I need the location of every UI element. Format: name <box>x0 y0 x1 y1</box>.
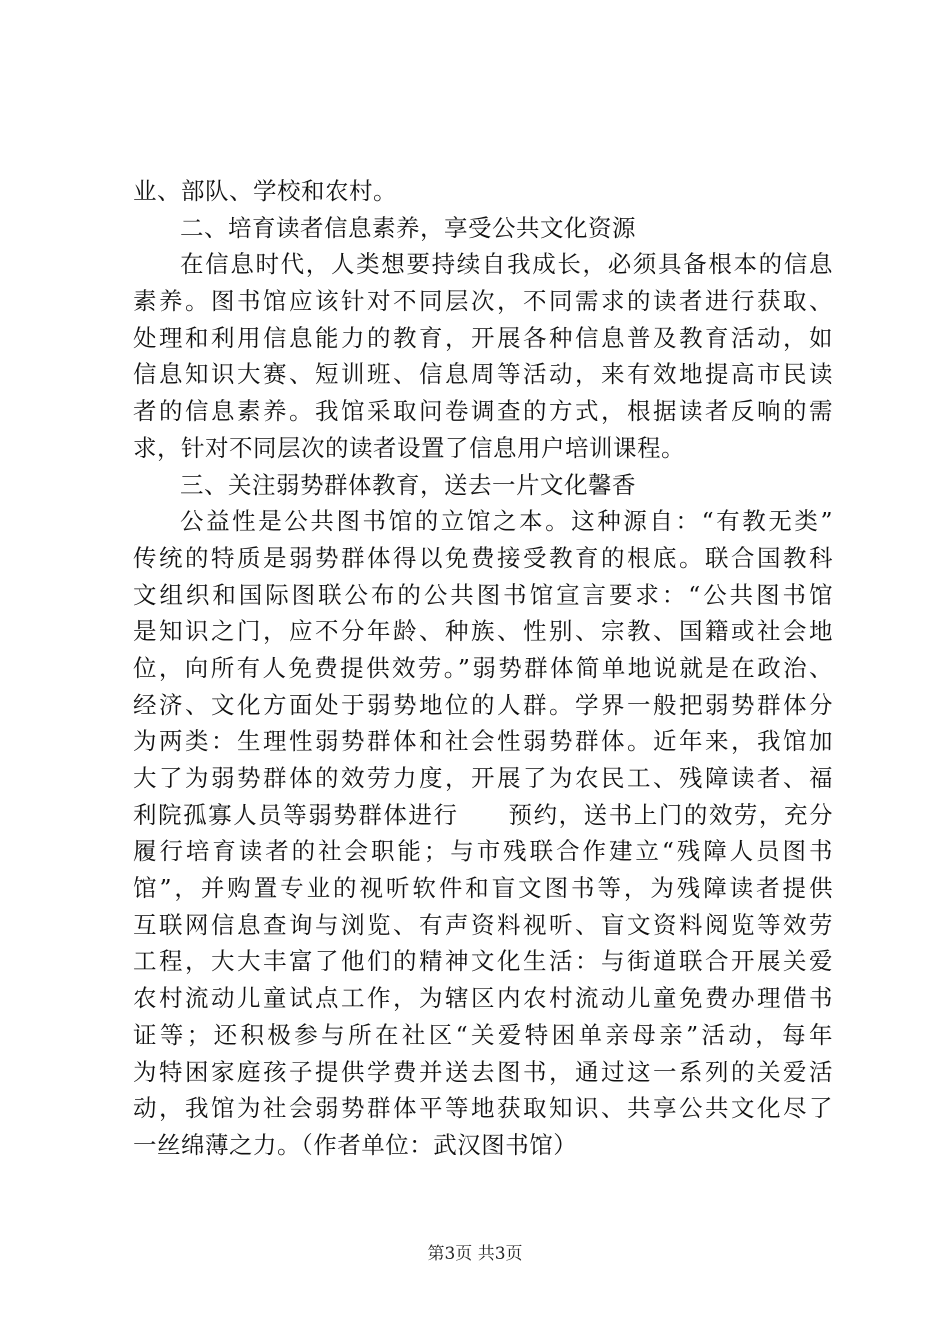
text-line: 文组织和国际图联公布的公共图书馆宣言要求：“公共图书馆 <box>133 580 833 609</box>
text-line: 位，向所有人免费提供效劳。”弱势群体简单地说就是在政治、 <box>133 653 833 682</box>
page-footer: 第3页 共3页 <box>427 1244 523 1264</box>
text-line: 互联网信息查询与浏览、有声资料视听、盲文资料阅览等效劳 <box>133 910 833 939</box>
text-line: 工程，大大丰富了他们的精神文化生活：与街道联合开展关爱 <box>133 947 833 976</box>
text-line: 求，针对不同层次的读者设置了信息用户培训课程。 <box>133 433 685 462</box>
text-line: 证等；还积极参与所在社区“关爱特困单亲母亲”活动，每年 <box>133 1020 833 1049</box>
text-line: 三、关注弱势群体教育，送去一片文化馨香 <box>180 470 636 499</box>
text-line: 一丝绵薄之力。（作者单位：武汉图书馆） <box>133 1130 578 1159</box>
text-line: 农村流动儿童试点工作，为辖区内农村流动儿童免费办理借书 <box>133 984 833 1013</box>
text-line: 馆”，并购置专业的视听软件和盲文图书等，为残障读者提供 <box>133 874 833 903</box>
text-line: 传统的特质是弱势群体得以免费接受教育的根底。联合国教科 <box>133 543 833 572</box>
text-line: 者的信息素养。我馆采取问卷调查的方式，根据读者反响的需 <box>133 397 833 426</box>
body-text <box>133 173 833 1164</box>
text-line: 信息知识大赛、短训班、信息周等活动，来有效地提高市民读 <box>133 360 833 389</box>
text-line: 经济、文化方面处于弱势地位的人群。学界一般把弱势群体分 <box>133 690 833 719</box>
text-line: 二、培育读者信息素养，享受公共文化资源 <box>180 213 636 242</box>
text-line: 业、部队、学校和农村。 <box>133 177 397 205</box>
text-line: 利院孤寡人员等弱势群体进行 预约，送书上门的效劳，充分 <box>133 800 833 829</box>
text-line: 为特困家庭孩子提供学费并送去图书，通过这一系列的关爱活 <box>133 1057 833 1086</box>
text-line: 公益性是公共图书馆的立馆之本。这种源自：“有教无类” <box>180 507 833 536</box>
text-line: 为两类：生理性弱势群体和社会性弱势群体。近年来，我馆加 <box>133 727 833 756</box>
text-line: 处理和利用信息能力的教育，开展各种信息普及教育活动，如 <box>133 323 833 352</box>
text-line: 在信息时代，人类想要持续自我成长，必须具备根本的信息 <box>180 250 833 279</box>
text-line: 履行培育读者的社会职能；与市残联合作建立“残障人员图书 <box>133 837 833 866</box>
text-line: 是知识之门，应不分年龄、种族、性别、宗教、国籍或社会地 <box>133 617 833 646</box>
text-line: 动，我馆为社会弱势群体平等地获取知识、共享公共文化尽了 <box>133 1094 833 1123</box>
text-line: 大了为弱势群体的效劳力度，开展了为农民工、残障读者、福 <box>133 764 833 792</box>
text-line: 素养。图书馆应该针对不同层次，不同需求的读者进行获取、 <box>133 287 833 316</box>
